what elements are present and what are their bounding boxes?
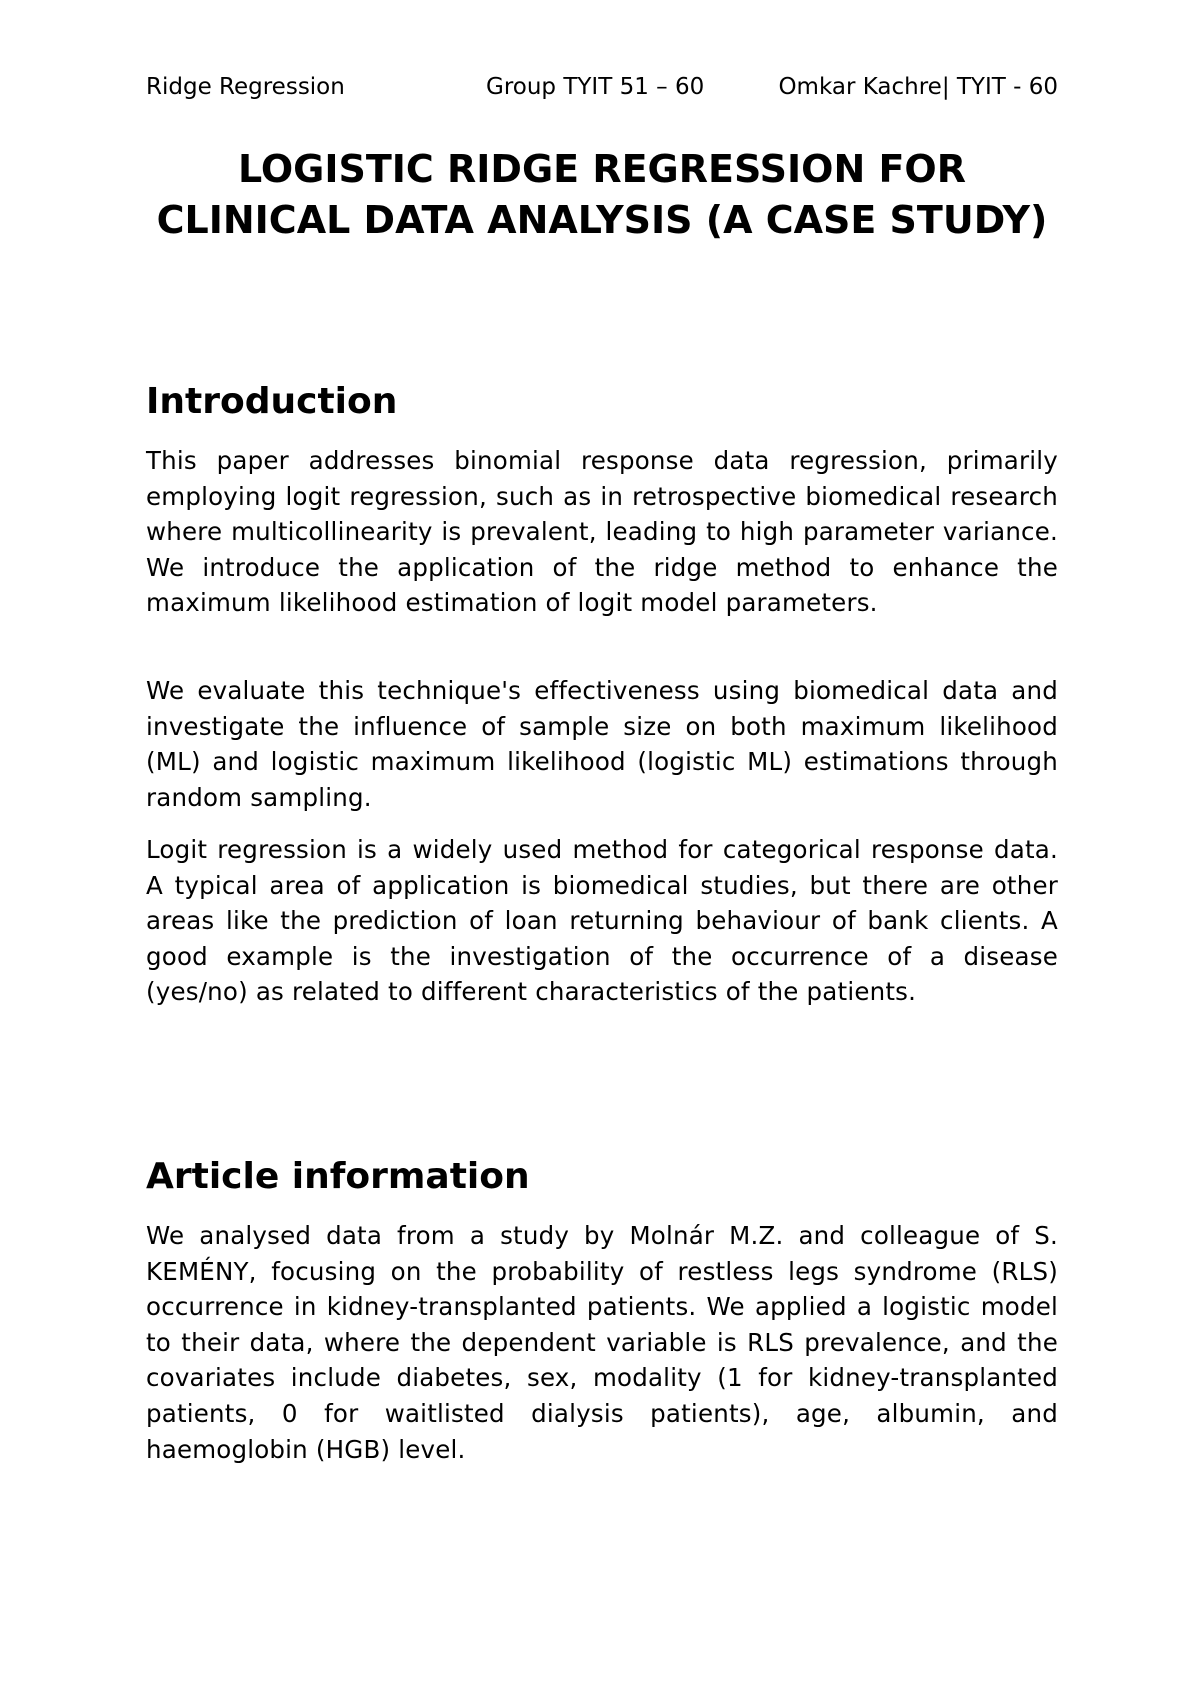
introduction-paragraph-2: We evaluate this technique's effectiveness using biomedical data and investigate the influence of sample size on both maximum likelihood (ML) and logistic maximum likelihood (logistic ML) estimations through random sampling. <box>146 676 1058 812</box>
header-right-text: Omkar Kachre| TYIT - 60 <box>778 74 1058 100</box>
article-information-paragraph: We analysed data from a study by Molnár M.Z. and colleague of S. KEMÉNY, focusing on the probability of restless legs syndrome (RLS) occurrence in kidney-transplanted patients. We applied a logistic model to their data, where the dependent variable is RLS prevalence, and the covariates include diabetes, sex, modality (1 for kidney-transplanted patients, 0 for waitlisted dialysis patients), age, albumin, and haemoglobin (HGB) level. <box>146 1221 1058 1464</box>
document-title: LOGISTIC RIDGE REGRESSION FOR CLINICAL DATA ANALYSIS (A CASE STUDY) <box>156 147 1048 242</box>
header-center-text: Group TYIT 51 – 60 <box>486 74 705 100</box>
introduction-paragraph-1: This paper addresses binomial response data regression, primarily employing logit regression, such as in retrospective biomedical research where multicollinearity is prevalent, leading to high parameter variance. We introduce the application of the ridge method to enhance the maximum likelihood estimation of logit model parameters. <box>146 446 1058 618</box>
header-left-text: Ridge Regression <box>146 74 345 100</box>
introduction-paragraph-3: Logit regression is a widely used method for categorical response data. A typical area of application is biomedical studies, but there are other areas like the prediction of loan returning behaviour of bank clients. A good example is the investigation of the occurrence of a disease (yes/no) as related to different characteristics of the patients. <box>146 835 1058 1007</box>
introduction-heading: Introduction <box>146 381 398 422</box>
running-header <box>146 70 1058 104</box>
article-information-heading: Article information <box>146 1156 530 1197</box>
